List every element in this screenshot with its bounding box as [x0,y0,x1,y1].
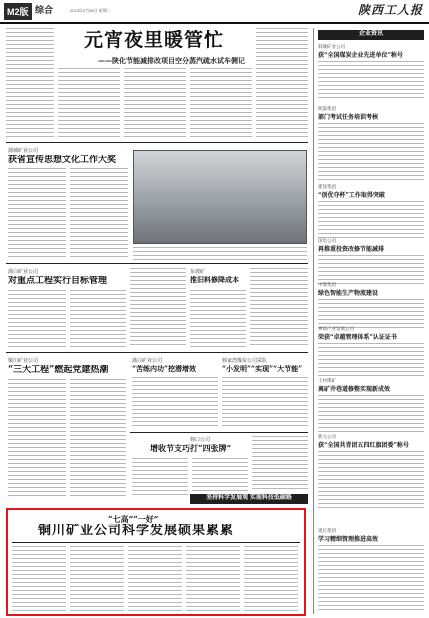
body-text [318,545,424,611]
sidebar-item[interactable] [318,326,424,379]
sidebar-item[interactable] [318,44,424,101]
body-text [256,28,308,138]
body-text [318,61,424,101]
body-text [58,68,120,138]
story-source: 东坡矿 [190,269,206,275]
story-source: 铜川矿业公司 [8,358,39,364]
story-source: 蒲城矿业公司 [8,148,39,154]
page-number: M2版 [4,3,32,20]
news-photo [133,150,307,244]
divider [6,263,308,264]
body-text [190,68,252,138]
body-text [252,436,308,492]
divider [6,142,308,143]
body-text [8,290,66,348]
body-text [12,546,66,612]
sidebar-item[interactable] [318,378,424,435]
sidebar-item-title: 离矿井巷道修整实现新成效 [318,386,391,393]
body-text [192,458,248,498]
divider [12,542,300,543]
body-text [70,290,126,348]
story-headline: 增收节支巧打“四张牌” [150,444,232,453]
story-headline: 对重点工程实行目标管理 [8,276,108,286]
sidebar-item-source: 延长集团 [318,528,336,533]
featured-article[interactable] [6,508,306,616]
body-text [132,458,188,498]
story-headline: “三大工程”燃起党建热潮 [8,365,109,375]
sidebar-item[interactable] [318,106,424,181]
sidebar-item-source: 神南产业发展公司 [318,326,354,331]
section-name: 综合 [35,5,54,15]
sidebar-item-source: 国电公司 [318,238,336,243]
body-text [318,299,424,329]
featured-headline: 铜川矿业公司科学发展硕果累累 [38,524,235,538]
sidebar-item-title: 绿色智能生产物流建设 [318,290,379,297]
sidebar-item-title: 部门考试任务培训考核 [318,114,379,121]
story-headline: “小发明”“实现”“大节能” [222,365,303,373]
body-text [128,546,182,612]
body-text [318,343,424,379]
body-text [124,68,186,138]
body-text [318,451,424,511]
sidebar-item-source: 陕鼓集团 [318,106,336,111]
sidebar-item-source: 新元公司 [318,434,336,439]
body-text [70,546,124,612]
story-headline: 推旧料修降成本 [190,276,239,284]
sidebar-item[interactable] [318,184,424,241]
photo-caption [133,247,307,261]
body-text [70,168,128,260]
lead-headline: 元宵夜里暖管忙 [84,30,225,51]
body-text [318,123,424,181]
page-header [0,0,429,24]
body-text [70,379,126,499]
body-text [244,546,298,612]
body-text [6,28,54,140]
body-text [130,268,186,348]
body-text [8,168,66,260]
body-text [318,255,424,285]
sidebar-item-source: 中煤集团 [318,282,336,287]
sidebar-item-title: 获“全国煤炭企业先进单位”称号 [318,52,403,59]
story-headline: 获省宣传思想文化工作大奖 [8,155,117,165]
story-source: 韩口公司 [190,437,211,443]
body-text [250,268,308,348]
body-text [318,201,424,241]
masthead: 陕西工人报 [357,3,423,17]
sidebar-item-title: 学习精细管理推进高效 [318,536,379,543]
divider [6,352,308,353]
sidebar-item[interactable] [318,528,424,611]
body-text [186,546,240,612]
lead-subheadline: ——陕化节能减排改项目空分蒸汽疏水试车侧记 [98,56,245,65]
story-source: 蒲白矿业公司 [132,358,163,364]
body-text [8,379,66,499]
story-source: 蒲白矿业公司 [8,269,39,275]
body-text [190,290,246,348]
sidebar-item-source: 韩城矿业公司 [318,44,345,49]
featured-kicker: “七高”“一好” [108,514,159,524]
sidebar-item-title: 再推重投资改修节能减排 [318,246,385,253]
story-source: 韩家湾煤炭公司采队 [222,358,268,364]
slogan-banner: 坚持科学发展观 实现科技低碳路 [190,494,308,504]
body-text [318,395,424,435]
sidebar-item-source: 王村煤矿 [318,378,336,383]
body-text [222,377,308,429]
sidebar-item[interactable] [318,282,424,329]
sidebar-item-title: 荣获“卓越管理体系”认证证书 [318,334,397,341]
story-headline: “苦练内功”挖潜增效 [132,365,197,373]
body-text [132,377,218,429]
sidebar-item-source: 建设集团 [318,184,336,189]
sidebar-item-title: 获“全国共青团五四红旗团委”称号 [318,442,409,449]
issue-date: 2013年2月26日 星期二 [70,8,111,13]
divider [130,432,308,433]
sidebar-item[interactable] [318,434,424,511]
sidebar-item-title: “创优夺杯”工作取得突破 [318,192,385,199]
sidebar-item[interactable] [318,238,424,285]
sidebar-header: 企业资讯 [318,30,424,40]
